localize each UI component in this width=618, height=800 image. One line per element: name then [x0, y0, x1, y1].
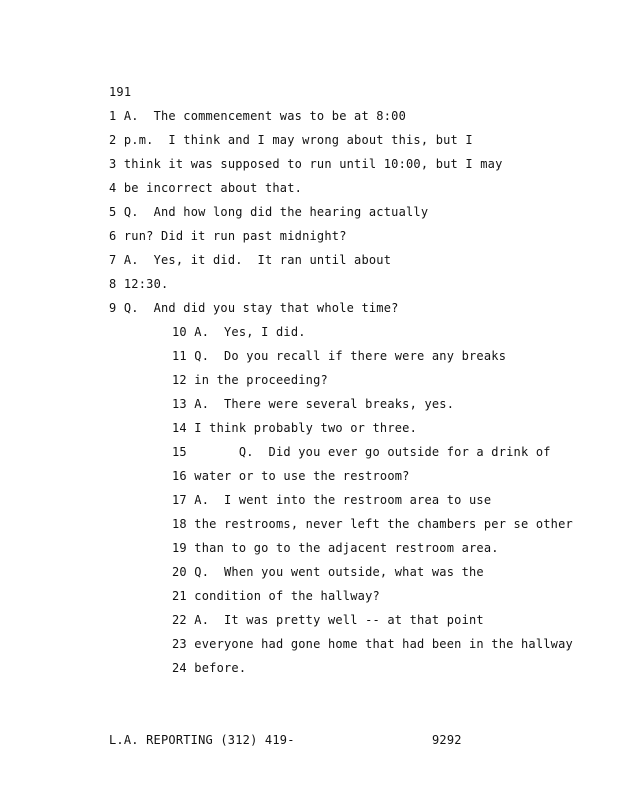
line-text: Q. When you went outside, what was the — [194, 565, 484, 579]
line-text: A. The commencement was to be at 8:00 — [123, 109, 407, 123]
transcript-line-24 — [172, 661, 246, 675]
transcript-line-9 — [109, 301, 399, 315]
line-number: 18 — [172, 517, 187, 531]
line-number: 4 — [109, 181, 117, 195]
transcript-line-13 — [172, 397, 454, 411]
line-number: 1 — [109, 109, 117, 123]
transcript-line-17 — [172, 493, 491, 507]
line-number: 8 — [109, 277, 117, 291]
transcript-line-19 — [172, 541, 499, 555]
transcript-line-8 — [109, 277, 168, 291]
line-text: A. It was pretty well -- at that point — [194, 613, 484, 627]
line-text: A. There were several breaks, yes. — [194, 397, 455, 411]
transcript-line-14 — [172, 421, 417, 435]
transcript-line-7 — [109, 253, 391, 267]
line-text: A. I went into the restroom area to use — [194, 493, 492, 507]
line-text: I think probably two or three. — [194, 421, 418, 435]
line-text: A. Yes, it did. It ran until about — [123, 253, 392, 267]
line-number: 13 — [172, 397, 187, 411]
line-text: condition of the hallway? — [194, 589, 380, 603]
page-number: 191 — [109, 85, 132, 99]
transcript-line-6 — [109, 229, 347, 243]
line-number: 14 — [172, 421, 187, 435]
line-number: 16 — [172, 469, 187, 483]
line-text: A. Yes, I did. — [194, 325, 306, 339]
line-number: 11 — [172, 349, 187, 363]
footer-reporter: L.A. REPORTING (312) 419- — [109, 733, 295, 747]
transcript-line-21 — [172, 589, 380, 603]
line-number: 23 — [172, 637, 187, 651]
line-number: 21 — [172, 589, 187, 603]
line-text: Q. Did you ever go outside for a drink of — [238, 445, 551, 459]
line-text: the restrooms, never left the chambers per se other — [194, 517, 573, 531]
line-text: be incorrect about that. — [123, 181, 303, 195]
line-text: than to go to the adjacent restroom area. — [194, 541, 499, 555]
line-number: 12 — [172, 373, 187, 387]
line-text: water or to use the restroom? — [194, 469, 410, 483]
transcript-line-15 — [172, 445, 551, 459]
line-number: 19 — [172, 541, 187, 555]
line-number: 6 — [109, 229, 117, 243]
line-text: everyone had gone home that had been in the hallway — [194, 637, 573, 651]
transcript-line-22 — [172, 613, 484, 627]
line-text: in the proceeding? — [194, 373, 328, 387]
line-number: 2 — [109, 133, 117, 147]
line-text: 12:30. — [123, 277, 169, 291]
line-text: Q. And how long did the hearing actually — [123, 205, 429, 219]
line-number: 9 — [109, 301, 117, 315]
line-number: 15 — [172, 445, 187, 459]
line-number: 17 — [172, 493, 187, 507]
transcript-line-20 — [172, 565, 484, 579]
line-number: 20 — [172, 565, 187, 579]
transcript-line-2 — [109, 133, 473, 147]
transcript-line-23 — [172, 637, 573, 651]
line-text: p.m. I think and I may wrong about this, but I — [123, 133, 473, 147]
transcript-line-4 — [109, 181, 302, 195]
line-number: 3 — [109, 157, 117, 171]
transcript-line-11 — [172, 349, 506, 363]
transcript-line-10 — [172, 325, 306, 339]
line-number: 7 — [109, 253, 117, 267]
line-text: run? Did it run past midnight? — [123, 229, 347, 243]
transcript-line-3 — [109, 157, 503, 171]
line-number: 24 — [172, 661, 187, 675]
transcript-line-5 — [109, 205, 428, 219]
transcript-line-16 — [172, 469, 410, 483]
footer-phone-suffix: 9292 — [432, 733, 462, 747]
line-text: think it was supposed to run until 10:00, but I may — [123, 157, 503, 171]
line-text: Q. And did you stay that whole time? — [123, 301, 399, 315]
line-text: before. — [194, 661, 247, 675]
transcript-line-12 — [172, 373, 328, 387]
line-number: 10 — [172, 325, 187, 339]
transcript-line-18 — [172, 517, 573, 531]
line-number: 22 — [172, 613, 187, 627]
transcript-line-1 — [109, 109, 406, 123]
line-text: Q. Do you recall if there were any breaks — [194, 349, 507, 363]
line-number: 5 — [109, 205, 117, 219]
